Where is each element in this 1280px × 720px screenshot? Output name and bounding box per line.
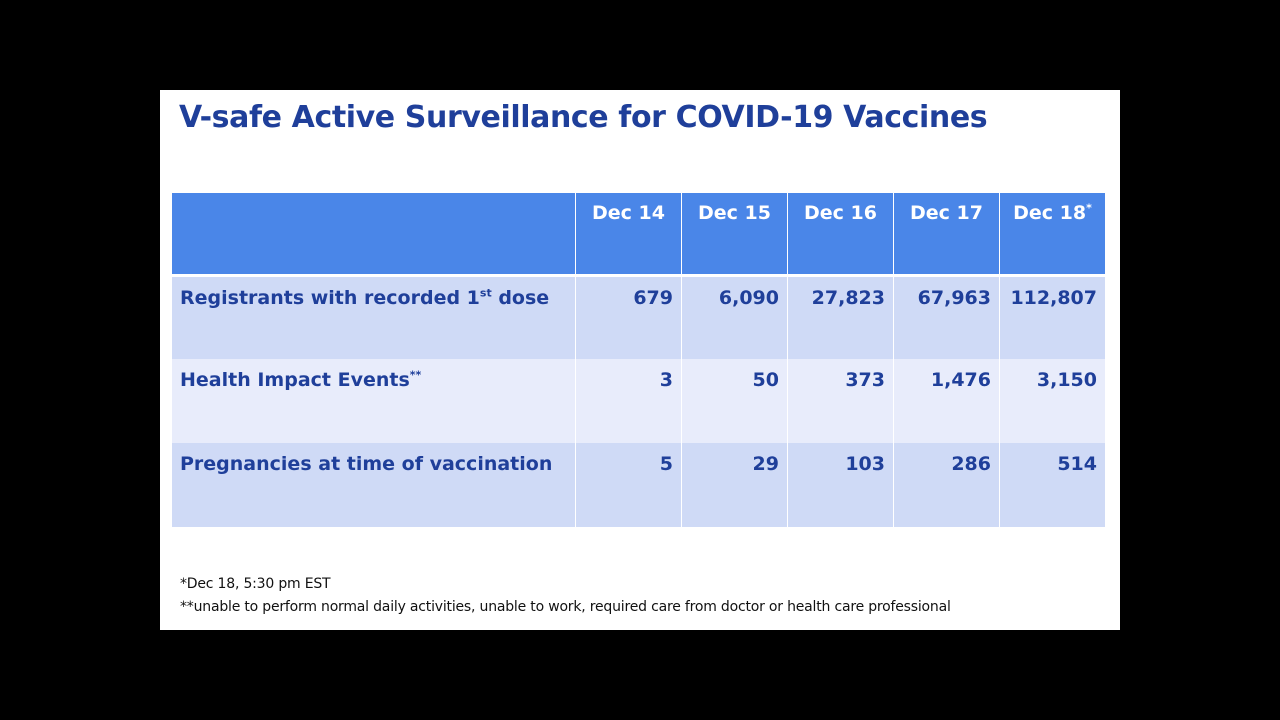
- row-label: Registrants with recorded 1st dose: [172, 275, 576, 359]
- table-cell: 373: [788, 359, 894, 443]
- slide: [160, 90, 1120, 630]
- header-date: Dec 15: [682, 193, 788, 275]
- table-cell: 679: [576, 275, 682, 359]
- footnote-definition: **unable to perform normal daily activities, unable to work, required care from doctor or health care professional: [180, 599, 951, 615]
- table-cell: 1,476: [894, 359, 1000, 443]
- header-date-last: [1000, 193, 1106, 275]
- header-date-label: Dec 18: [1013, 202, 1087, 224]
- table-row: [172, 359, 1106, 443]
- table-cell: 103: [788, 443, 894, 527]
- table-cell: 286: [894, 443, 1000, 527]
- header-empty-cell: [172, 193, 576, 275]
- table-cell: 3: [576, 359, 682, 443]
- table-cell: 6,090: [682, 275, 788, 359]
- row-label-sup: **: [409, 368, 422, 382]
- footnote-time: *Dec 18, 5:30 pm EST: [180, 576, 331, 592]
- table-cell: 112,807: [1000, 275, 1106, 359]
- table-cell: 29: [682, 443, 788, 527]
- header-date-marker: *: [1086, 201, 1092, 215]
- table-row: [172, 275, 1106, 359]
- slide-title: V-safe Active Surveillance for COVID-19 Vaccines: [179, 100, 988, 135]
- header-date: Dec 16: [788, 193, 894, 275]
- row-label: Pregnancies at time of vaccination: [172, 443, 576, 527]
- row-label-sup: st: [479, 286, 492, 300]
- header-date: Dec 14: [576, 193, 682, 275]
- table-cell: 3,150: [1000, 359, 1106, 443]
- table-cell: 67,963: [894, 275, 1000, 359]
- table-cell: 514: [1000, 443, 1106, 527]
- footnotes: [180, 573, 951, 619]
- table-cell: 5: [576, 443, 682, 527]
- table-row: [172, 443, 1106, 527]
- table-header-row: [172, 193, 1106, 275]
- header-date: Dec 17: [894, 193, 1000, 275]
- table-cell: 50: [682, 359, 788, 443]
- table-cell: 27,823: [788, 275, 894, 359]
- surveillance-table: [171, 193, 1106, 527]
- row-label: Health Impact Events**: [172, 359, 576, 443]
